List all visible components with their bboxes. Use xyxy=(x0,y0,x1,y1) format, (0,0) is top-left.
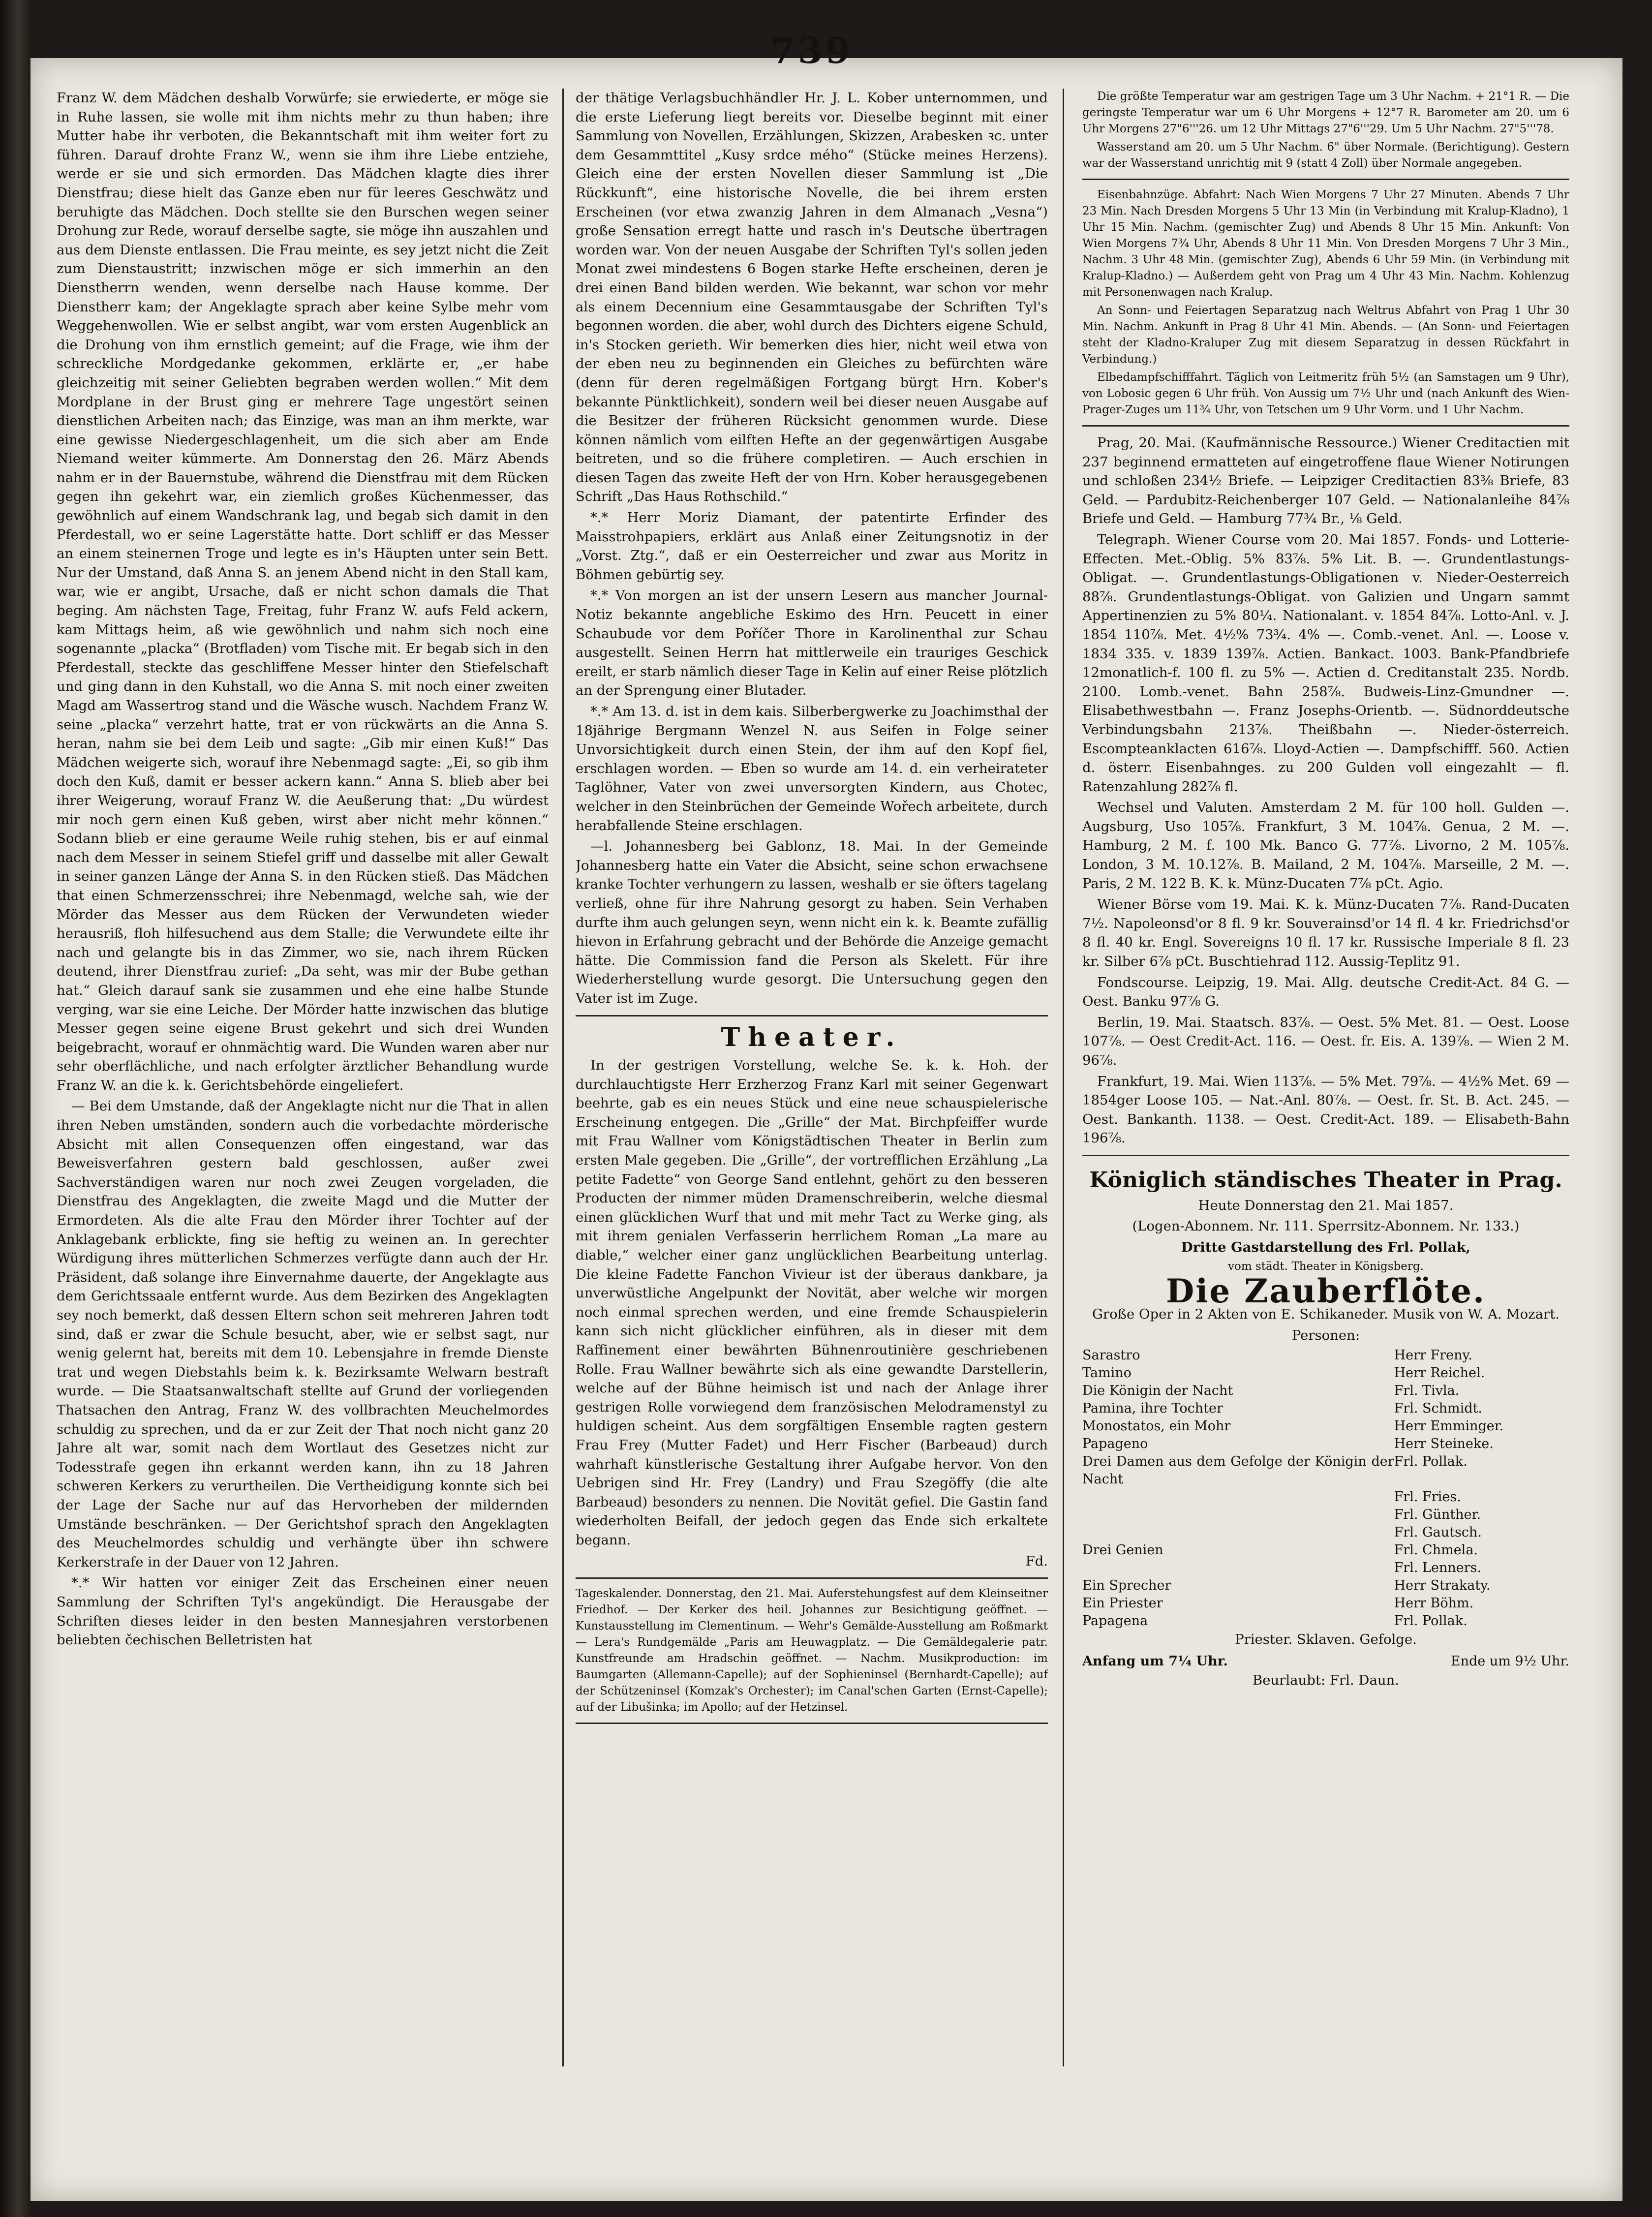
cast-role: Ein Sprecher xyxy=(1082,1578,1171,1594)
cast-actor: Herr Reichel. xyxy=(1394,1365,1485,1381)
cast-role: Sarastro xyxy=(1082,1348,1140,1363)
cast-actor: Herr Emminger. xyxy=(1394,1418,1504,1434)
section-rule xyxy=(1082,1155,1569,1156)
exchange-report: Berlin, 19. Mai. Staatsch. 83⅞. — Oest. 5% Met. 81. — Oest. Loose 107⅞. — Oest Credit-Act. 116. — Oest. fr. Eis. A. 139⅞. — Wien 2 M. 96⅞. xyxy=(1082,1014,1569,1068)
cast-row xyxy=(1082,1417,1569,1435)
exchange-report: Fondscourse. Leipzig, 19. Mai. Allg. deutsche Credit-Act. 84 G. — Oest. Banku 97⅞ G. xyxy=(1082,974,1569,1010)
cast-actor: Frl. Chmela. xyxy=(1394,1542,1478,1558)
exchange-report: Prag, 20. Mai. (Kaufmännische Ressource.) Wiener Creditactien mit 237 beginnend ermatteten auf eingetroffene flaue Wiener Notirungen und schloßen 234½ Briefe. — Leipziger Creditactien 83⅜ Briefe, 83 Geld. — Pardubitz-Reichenberger 107 Geld. — Nationalanleihe 84⅞ Briefe und Geld. — Hamburg 77¾ Br., ⅛ Geld. xyxy=(1082,435,1569,527)
article-paragraph: Franz W. dem Mädchen deshalb Vorwürfe; sie erwiederte, er möge sie in Ruhe lassen, sie wolle mit ihm nichts mehr zu thun haben; ihre Mutter habe ihr verboten, die Bekanntschaft mit ihm weiter fort zu führen. Darauf drohte Franz W., wenn sie ihm ihre Liebe entziehe, werde er sie und sich ermorden. Das Mädchen klagte dies ihrer Dienstfrau; diese hielt das Ganze eben nur für leeres Geschwätz und beruhigte das Mädchen. Doch stellte sie den Burschen wegen seiner Drohung zur Rede, worauf derselbe sagte, sie möge ihn auszahlen und aus dem Dienste entlassen. Die Frau meinte, es sey jetzt nicht die Zeit zum Dienstaustritt; inzwischen möge er sich immerhin an den Dienstherrn wenden, wenn derselbe nach Hause komme. Der Dienstherr kam; der Angeklagte sprach aber keine Sylbe mehr vom Weggehenwollen. Wie er selbst angibt, war vom ersten Augenblick an die Drohung von ihm ernstlich gemeint; auf die Frage, wie ihm der schreckliche Mordgedanke gekommen, erklärte er, „er habe gleichzeitig mit seiner Geliebten begraben werden wollen.“ Mit dem Mordplane in der Brust ging er mehrere Tage ungestört seinen dienstlichen Arbeiten nach; das Einzige, was man an ihm merkte, war eine gewisse Niedergeschlagenheit, um die sich aber am Ende Niemand weiter kümmerte. Am Donnerstag den 26. März Abends nahm er in der Bauernstube, während die Dienstfrau mit dem Rücken gegen ihn gekehrt war, ein ziemlich großes Küchenmesser, das gewöhnlich auf einem Wandschrank lag, und begab sich damit in den Pferdestall, wo er seine Lagerstätte hatte. Dort schliff er das Messer an einem steinernen Troge und legte es in's Häupten unter sein Bett. Nur der Umstand, daß Anna S. an jenem Abend nicht in den Stall kam, war, wie er angibt, Ursache, daß er nicht schon damals die That beging. Am nächsten Tage, Freitag, fuhr Franz W. aufs Feld ackern, kam Mittags heim, aß wie gewöhnlich und nahm sich noch eine sogenannte „placka“ (Brotfladen) vom Tische mit. Er begab sich in den Pferdestall, steckte das geschliffene Messer hinter den Stiefelschaft und ging dann in den Kuhstall, wo die Anna S. mit noch einer zweiten Magd am Wassertrog stand und die Wäsche wusch. Nachdem Franz W. seine „placka“ verzehrt hatte, trat er von rückwärts an die Anna S. heran, nahm sie bei dem Leib und sagte: „Gib mir einen Kuß!“ Das Mädchen weigerte sich, worauf ihre Nebenmagd sagte: „Ei, so gib ihm doch den Kuß, damit er besser ackern kann.“ Anna S. blieb aber bei ihrer Weigerung, worauf Franz W. die Aeußerung that: „Du würdest mir noch gern einen Kuß geben, wirst aber nicht mehr können.“ Sodann blieb er eine geraume Weile ruhig stehen, bis er auf einmal nach dem Messer in seinem Stiefel griff und dasselbe mit aller Gewalt in seiner ganzen Länge der Anna S. in den Rücken stieß. Das Mädchen that einen Schmerzensschrei; ihre Nebenmagd, welche sah, wie der Mörder das Messer aus dem Rücken der Verwundeten wieder herausriß, floh hilfesuchend aus dem Stalle; die Verwundete eilte ihr nach und gelangte bis in das Zimmer, wo sie, nach ihrem Rücken deutend, ihrer Dienstfrau zurief: „Da seht, was mir der Bube gethan hat.“ Gleich darauf sank sie zusammen und ehe eine halbe Stunde verging, war sie eine Leiche. Der Mörder hatte inzwischen das blutige Messer gegen seine eigene Brust gekehrt und sich drei Wunden beigebracht, worauf er ohnmächtig ward. Die Wunden waren aber nur sehr oberflächliche, und nach erfolgter ärztlicher Behandlung wurde Franz W. an die k. k. Gerichtsbehörde eingeliefert. xyxy=(57,90,549,1093)
cast-role xyxy=(1082,1488,1394,1506)
playbill-extras: Priester. Sklaven. Gefolge. xyxy=(1235,1632,1417,1648)
theatre-name: Königlich ständisches Theater in Prag. xyxy=(1089,1167,1562,1193)
cast-actor: Herr Freny. xyxy=(1394,1348,1472,1363)
cast-row xyxy=(1082,1364,1569,1382)
column-middle xyxy=(576,89,1048,2076)
cast-role: Ein Priester xyxy=(1082,1596,1163,1611)
column-right xyxy=(1082,89,1569,2076)
playbill xyxy=(1082,1167,1569,1690)
cast-actor: Frl. Günther. xyxy=(1394,1507,1481,1523)
cast-row xyxy=(1082,1559,1569,1577)
page-number: 739 xyxy=(770,30,854,71)
cast-row xyxy=(1082,1347,1569,1364)
article-paragraph: *.* Wir hatten vor einiger Zeit das Erscheinen einer neuen Sammlung der Schriften Tyl's angekündigt. Die Herausgabe der Schriften dieses leider in den besten Mannesjahren verstorbenen beliebten čechischen Belletristen hat xyxy=(57,1575,549,1648)
column-rule xyxy=(1063,89,1064,2066)
cast-actor: Frl. Lenners. xyxy=(1394,1560,1482,1576)
playbill-date: Heute Donnerstag den 21. Mai 1857. xyxy=(1198,1197,1454,1213)
playbill-times xyxy=(1082,1652,1569,1671)
article-paragraph: — Bei dem Umstande, daß der Angeklagte nicht nur die That in allen ihren Neben umständen, sondern auch die vorbedachte mörderische Absicht mit allen Consequenzen offen eingestand, war das Beweisverfahren gestern bald geschlossen, außer zwei Sachverständigen waren nur noch zwei Zeugen vorgeladen, die Dienstfrau des Angeklagten, die zweite Magd und die Mutter der Ermordeten. Als die alte Frau den Mörder ihrer Tochter auf der Anklagebank erblickte, fing sie heftig zu weinen an. In gerechter Würdigung ihres mütterlichen Schmerzes verfügte dann auch der Hr. Präsident, daß solange ihre Einvernahme dauerte, der Angeklagte aus dem Gerichtssaale entfernt wurde. Aus dem Bezirken des Angeklagten sey noch bemerkt, daß dessen Eltern schon seit mehreren Jahren todt sind, daß er zwar die Schule besucht, aber, wie er selbst sagt, nur wenig gelernt hat, bereits mit dem 10. Lebensjahre in fremde Dienste trat und wegen Diebstahls beim k. k. Bezirksamte Welwarn bestraft wurde. — Die Staatsanwaltschaft stellte auf Grund der vorliegenden Thatsachen den Antrag, Franz W. des vollbrachten Meuchelmordes schuldig zu sprechen, und da er zur Zeit der That noch nicht ganz 20 Jahre alt war, somit nach dem Wortlaut des Gesetzes nicht zur Todesstrafe gegen ihn erkannt werden kann, ihn zu 18 Jahren schweren Kerkers zu verurtheilen. Die Vertheidigung konnte sich bei der Lage der Sache nur auf das Hervorheben der mildernden Umstände beschränken. — Der Gerichtshof sprach den Angeklagten des Meuchelmordes schuldig und verhängte über ihn schwere Kerkerstrafe in der Dauer von 12 Jahren. xyxy=(57,1098,549,1570)
cast-actor: Herr Steineke. xyxy=(1394,1436,1494,1452)
cast-role: Drei Damen aus dem Gefolge der Königin der Nacht xyxy=(1082,1454,1394,1487)
article-paragraph: der thätige Verlagsbuchhändler Hr. J. L. Kober unternommen, und die erste Lieferung liegt bereits vor. Dieselbe beginnt mit einer Sammlung von Novellen, Erzählungen, Skizzen, Arabesken ꝛc. unter dem Gesammttitel „Kusy srdce mého“ (Stücke meines Herzens). Gleich eine der ersten Novellen dieser Sammlung ist „Die Rückkunft“, eine historische Novelle, die bei ihrem ersten Erscheinen (vor etwa zwanzig Jahren in dem Almanach „Vesna“) große Sensation erregt hatte und rasch in's Deutsche übertragen worden war. Von der neuen Ausgabe der Schriften Tyl's sollen jeden Monat zwei mindestens 6 Bogen starke Hefte erscheinen, deren je drei einen Band bilden werden. Wie bekannt, war schon vor mehr als einem Decennium eine Gesammtausgabe der Schriften Tyl's begonnen worden. die aber, wohl durch des Dichters eigene Schuld, in's Stocken gerieth. Wir bemerken dies hier, nicht weil etwa von der eben neu zu beginnenden ein Gleiches zu befürchten wäre (denn für deren regelmäßigen Fortgang bürgt Hrn. Kober's bekannte Pünktlichkeit), sondern weil bei dieser neuen Ausgabe auf die Besitzer der früheren Rücksicht genommen wurde. Diese können nämlich vom eilften Hefte an der gegenwärtigen Ausgabe beitreten, und so die frühere completiren. — Auch erschien in diesen Tagen das zweite Heft der von Hrn. Kober herausgegebenen Schrift „Das Haus Rothschild.“ xyxy=(576,90,1048,505)
on-leave: Beurlaubt: Frl. Daun. xyxy=(1252,1672,1399,1689)
weather-report: Die größte Temperatur war am gestrigen Tage um 3 Uhr Nachm. + 21°1 R. — Die geringste Temperatur war um 6 Uhr Morgens + 12°7 R. Barometer am 20. um 6 Uhr Morgens 27"6'''26. um 12 Uhr Mittags 27"6'''29. Um 5 Uhr Nachm. 27"5'''78. xyxy=(1082,90,1569,135)
cast-row xyxy=(1082,1382,1569,1400)
theater-review: In der gestrigen Vorstellung, welche Se. k. k. Hoh. der durchlauchtigste Herr Erzherzog Franz Karl mit seiner Gegenwart beehrte, gab es ein neues Stück und eine neue schauspielerische Erscheinung entgegen. Die „Grille“ der Mat. Birchpfeiffer wurde mit Frau Wallner vom Königstädtischen Theater in Berlin zum ersten Male gegeben. Die „Grille“, der vortrefflichen Erzählung „La petite Fadette“ von George Sand entlehnt, gehört zu den besseren Producten der nimmer müden Dramenschreiberin, welche diesmal einen glücklichen Wurf that und mit mehr Tact zu Werke ging, als mit ihrem genialen Verfasserin herrlichem Roman „La mare au diable,“ welcher einer ganz unglücklichen Bearbeitung unterlag. Die kleine Fadette Fanchon Vivieur ist der überaus dankbare, ja unverwüstliche Angelpunkt der Novität, aber welche wir morgen noch einmal sprechen werden, und eine fremde Schauspielerin kann sich nicht glücklicher einführen, als in dieser mit dem Raffinement einer bewährten Bühnenroutinière geschriebenen Rolle. Frau Wallner bewährte sich als eine gewandte Darstellerin, welche auf der Bühne heimisch ist und nach der Anlage ihrer gestrigen Rolle vorwiegend dem französischen Melodramenstyl zu huldigen scheint. Aus dem sorgfältigen Ensemble ragten gestern Frau Frey (Mutter Fadet) und Herr Fischer (Barbeaud) durch wahrhaft künstlerische Gestaltung ihrer Aufgabe hervor. Von den Uebrigen sind Hr. Frey (Landry) und Frau Szegöffy (die alte Barbeaud) besonders zu nennen. Die Novität gefiel. Die Gastin fand wiederholten Beifall, der jedoch gegen das Ende sich erkaltete begann. xyxy=(576,1057,1048,1548)
start-time: Anfang um 7¼ Uhr. xyxy=(1082,1653,1228,1669)
cast-row xyxy=(1082,1435,1569,1453)
cast-row xyxy=(1082,1524,1569,1541)
section-rule xyxy=(1082,425,1569,427)
cast-role: Papageno xyxy=(1082,1436,1148,1452)
cast-actor: Herr Strakaty. xyxy=(1394,1578,1491,1594)
opera-title: Die Zauberflöte. xyxy=(1165,1272,1486,1311)
railway-schedule: Eisenbahnzüge. Abfahrt: Nach Wien Morgens 7 Uhr 27 Minuten. Abends 7 Uhr 23 Min. Nach Dresden Morgens 5 Uhr 13 Min (in Verbindung mit Kralup-Kladno), 1 Uhr 15 Min. Nachm. (gemischter Zug) und Abends 8 Uhr 15 Min. Ankunft: Von Wien Morgens 7¾ Uhr, Abends 8 Uhr 11 Min. Von Dresden Morgens 7 Uhr 3 Min., Nachm. 3 Uhr 48 Min. (gemischter Zug), Abends 6 Uhr 59 Min. (in Verbindung mit Kralup-Kladno.) — Außerdem geht von Prag um 4 Uhr 43 Min. Nachm. Kohlenzug mit Personenwagen nach Kralup. xyxy=(1082,188,1569,299)
steamship-schedule: Elbedampfschifffahrt. Täglich von Leitmeritz früh 5½ (an Samstagen um 9 Uhr), von Lobosic gegen 6 Uhr früh. Von Aussig um 7½ Uhr und (nach Ankunft des Wien-Prager-Zuges um 11¾ Uhr, von Tetschen um 9 Uhr Vorm. und 1 Uhr Nachm. xyxy=(1082,371,1569,416)
theater-heading: Theater. xyxy=(721,1022,903,1052)
railway-schedule-extra: An Sonn- und Feiertagen Separatzug nach Weltrus Abfahrt von Prag 1 Uhr 30 Min. Nachm. Ankunft in Prag 8 Uhr 41 Min. Abends. — (An Sonn- und Feiertagen steht der Kladno-Kraluper Zug mit diesem Separatzug in dessen Rückfahrt in Verbindung.) xyxy=(1082,304,1569,366)
cast-role xyxy=(1082,1524,1394,1541)
article-paragraph: *.* Am 13. d. ist in dem kais. Silberbergwerke zu Joachimsthal der 18jährige Bergmann Wenzel N. aus Seifen in Folge seiner Unvorsichtigkeit durch einen Stein, der ihm auf den Kopf fiel, erschlagen worden. — Eben so wurde am 14. d. ein verheirateter Taglöhner, Vater von zwei unversorgten Kindern, aus Chotec, welcher in den Steinbrüchen der Gemeinde Wořech arbeitete, durch herabfallende Steine erschlagen. xyxy=(576,704,1048,833)
cast-row xyxy=(1082,1506,1569,1524)
exchange-report: Frankfurt, 19. Mai. Wien 113⅞. — 5% Met. 79⅞. — 4½% Met. 69 — 1854ger Loose 105. — Nat.-Anl. 80⅞. — Oest. fr. St. B. Act. 245. — Oest. Bankanth. 1138. — Oest. Credit-Act. 189. — Elisabeth-Bahn 196⅞. xyxy=(1082,1073,1569,1146)
column-rule xyxy=(562,89,564,2066)
article-paragraph: *.* Von morgen an ist der unsern Lesern aus mancher Journal-Notiz bekannte angebliche Eskimo des Hrn. Peucett in einer Schaubude vor dem Poříčer Thore in Karolinenthal zur Schau ausgestellt. Seinen Herrn hat mittlerweile ein trauriges Geschick ereilt, er starb nämlich dieser Tage in Kelin auf einer Reise plötzlich an der Sprengung einer Blutader. xyxy=(576,587,1048,699)
playbill-guest: Dritte Gastdarstellung des Frl. Pollak, xyxy=(1181,1239,1471,1255)
cast-role xyxy=(1082,1506,1394,1524)
section-rule xyxy=(1082,179,1569,180)
cast-row xyxy=(1082,1400,1569,1417)
cast-role: Pamina, ihre Tochter xyxy=(1082,1401,1223,1416)
cast-actor: Frl. Pollak. xyxy=(1394,1613,1468,1629)
cast-role: Tamino xyxy=(1082,1365,1132,1381)
cast-actor: Frl. Pollak. xyxy=(1394,1454,1468,1470)
cast-heading: Personen: xyxy=(1291,1327,1360,1343)
cast-row xyxy=(1082,1595,1569,1612)
cast-actor: Frl. Fries. xyxy=(1394,1489,1461,1505)
section-rule xyxy=(576,1723,1048,1724)
exchange-report: Wiener Börse vom 19. Mai. K. k. Münz-Ducaten 7⅞. Rand-Ducaten 7½. Napoleonsd'or 8 fl. 9 kr. Souverainsd'or 14 fl. 4 kr. Friedrichsd'or 8 fl. 40 kr. Engl. Sovereigns 10 fl. 17 kr. Russische Imperiale 8 fl. 23 kr. Silber 6⅞ pCt. Buschtiehrad 112. Aussig-Teplitz 91. xyxy=(1082,896,1569,970)
cast-actor: Frl. Gautsch. xyxy=(1394,1525,1482,1540)
cast-row xyxy=(1082,1488,1569,1506)
cast-actor: Frl. Tivla. xyxy=(1394,1383,1460,1399)
tageskalender: Tageskalender. Donnerstag, den 21. Mai. Auferstehungsfest auf dem Kleinseitner Friedhof. — Der Kerker des heil. Johannes zur Besichtigung geöffnet. — Kunstausstellung im Clementinum. — Wehr's Gemälde-Ausstellung am Roßmarkt — Lera's Rundgemälde „Paris am Heuwagplatz. — Die Gemäldegalerie patr. Kunstfreunde am Hradschin geöffnet. — Nachm. Musikproduction: im Baumgarten (Allemann-Capelle); auf der Sophieninsel (Bernhardt-Capelle); auf der Schützeninsel (Komzak's Orchester); im Canal'schen Garten (Ernst-Capelle); auf der Libušinka; im Apollo; auf der Hetzinsel. xyxy=(576,1587,1048,1714)
cast-row xyxy=(1082,1612,1569,1630)
exchange-report: Wechsel und Valuten. Amsterdam 2 M. für 100 holl. Gulden —. Augsburg, Uso 105⅞. Frankfurt, 3 M. 104⅞. Genua, 2 M. —. Hamburg, 2 M. f. 100 Mk. Banco G. 77⅞. Livorno, 2 M. 105⅞. London, 3 M. 10.12⅞. B. Mailand, 2 M. 104⅞. Marseille, 2 M. —. Paris, 2 M. 122 B. K. k. Münz-Ducaten 7⅞ pCt. Agio. xyxy=(1082,800,1569,892)
page-gutter xyxy=(0,0,31,2217)
cast-list xyxy=(1082,1347,1569,1630)
playbill-guest-origin: vom städt. Theater in Königsberg. xyxy=(1228,1260,1424,1273)
cast-role xyxy=(1082,1559,1394,1577)
cast-row xyxy=(1082,1453,1569,1488)
cast-actor: Herr Böhm. xyxy=(1394,1596,1474,1611)
cast-row xyxy=(1082,1541,1569,1559)
cast-row xyxy=(1082,1577,1569,1595)
opera-subtitle: Große Oper in 2 Akten von E. Schikaneder. Musik von W. A. Mozart. xyxy=(1092,1306,1560,1322)
section-rule xyxy=(576,1577,1048,1579)
section-rule xyxy=(576,1015,1048,1016)
cast-role: Die Königin der Nacht xyxy=(1082,1383,1233,1399)
exchange-report: Telegraph. Wiener Course vom 20. Mai 1857. Fonds- und Lotterie-Effecten. Met.-Oblig. 5% 83⅞. 5% Lit. B. —. Grundentlastungs-Obligat. —. Grundentlastungs-Obligationen v. Nieder-Oesterreich 88⅞. Grundentlastungs-Obligat. von Galizien und Ungarn sammt Appertinenzien zu 5% 80¼. Nationalant. v. 1854 84⅞. Lotto-Anl. v. J. 1854 110⅞. Met. 4½% 73¾. 4% —. Comb.-venet. Anl. —. Loose v. 1834 335. v. 1839 139⅞. Actien. Bankact. 1003. Bank-Pfandbriefe 12monatlich-f. 100 fl. zu 5% —. Actien d. Creditanstalt 235. Nordb. 2100. Lomb.-venet. Bahn 258⅞. Budweis-Linz-Gmundner —. Elisabethwestbahn —. Franz Josephs-Orientb. —. Südnorddeutsche Verbindungsbahn 213⅞. Theißbahn —. Nieder-österreich. Escompteanklacten 616⅞. Lloyd-Actien —. Dampfschifff. 560. Actien d. österr. Eisenbahnges. zu 200 Gulden voll eingezahlt — fl. Ratenzahlung 282⅞ fl. xyxy=(1082,531,1569,795)
article-paragraph: *.* Herr Moriz Diamant, der patentirte Erfinder des Maisstrohpapiers, erklärt aus Anlaß einer Zeitungsnotiz in der „Vorst. Ztg.“, daß er ein Oesterreicher und zwar aus Moritz in Böhmen gebürtig sey. xyxy=(576,510,1048,583)
column-left xyxy=(57,89,549,2076)
end-time: Ende um 9½ Uhr. xyxy=(1450,1653,1569,1669)
water-level: Wasserstand am 20. um 5 Uhr Nachm. 6" über Normale. (Berichtigung). Gestern war der Wasserstand unrichtig mit 9 (statt 4 Zoll) über Normale angegeben. xyxy=(1082,141,1569,170)
cast-role: Papagena xyxy=(1082,1613,1148,1629)
article-paragraph: —l. Johannesberg bei Gablonz, 18. Mai. In der Gemeinde Johannesberg hatte ein Vater die Absicht, seine schon erwachsene kranke Tochter verhungern zu lassen, weshalb er sie öfters tagelang verließ, ohne für ihre Nahrung gesorgt zu haben. Sein Verhaben durfte ihm auch gelungen seyn, wenn nicht ein k. k. Beamte zufällig hievon in Erfahrung gebracht und der Behörde die Anzeige gemacht hätte. Die Commission fand die Person als Skelett. Für ihre Wiederherstellung wurde gesorgt. Die Untersuchung gegen den Vater ist im Zuge. xyxy=(576,838,1048,1006)
playbill-abonnement: (Logen-Abonnem. Nr. 111. Sperrsitz-Abonnem. Nr. 133.) xyxy=(1132,1218,1520,1234)
cast-actor: Frl. Schmidt. xyxy=(1394,1401,1483,1416)
review-signature: Fd. xyxy=(1025,1553,1048,1569)
cast-role: Monostatos, ein Mohr xyxy=(1082,1418,1231,1434)
cast-role: Drei Genien xyxy=(1082,1542,1163,1558)
